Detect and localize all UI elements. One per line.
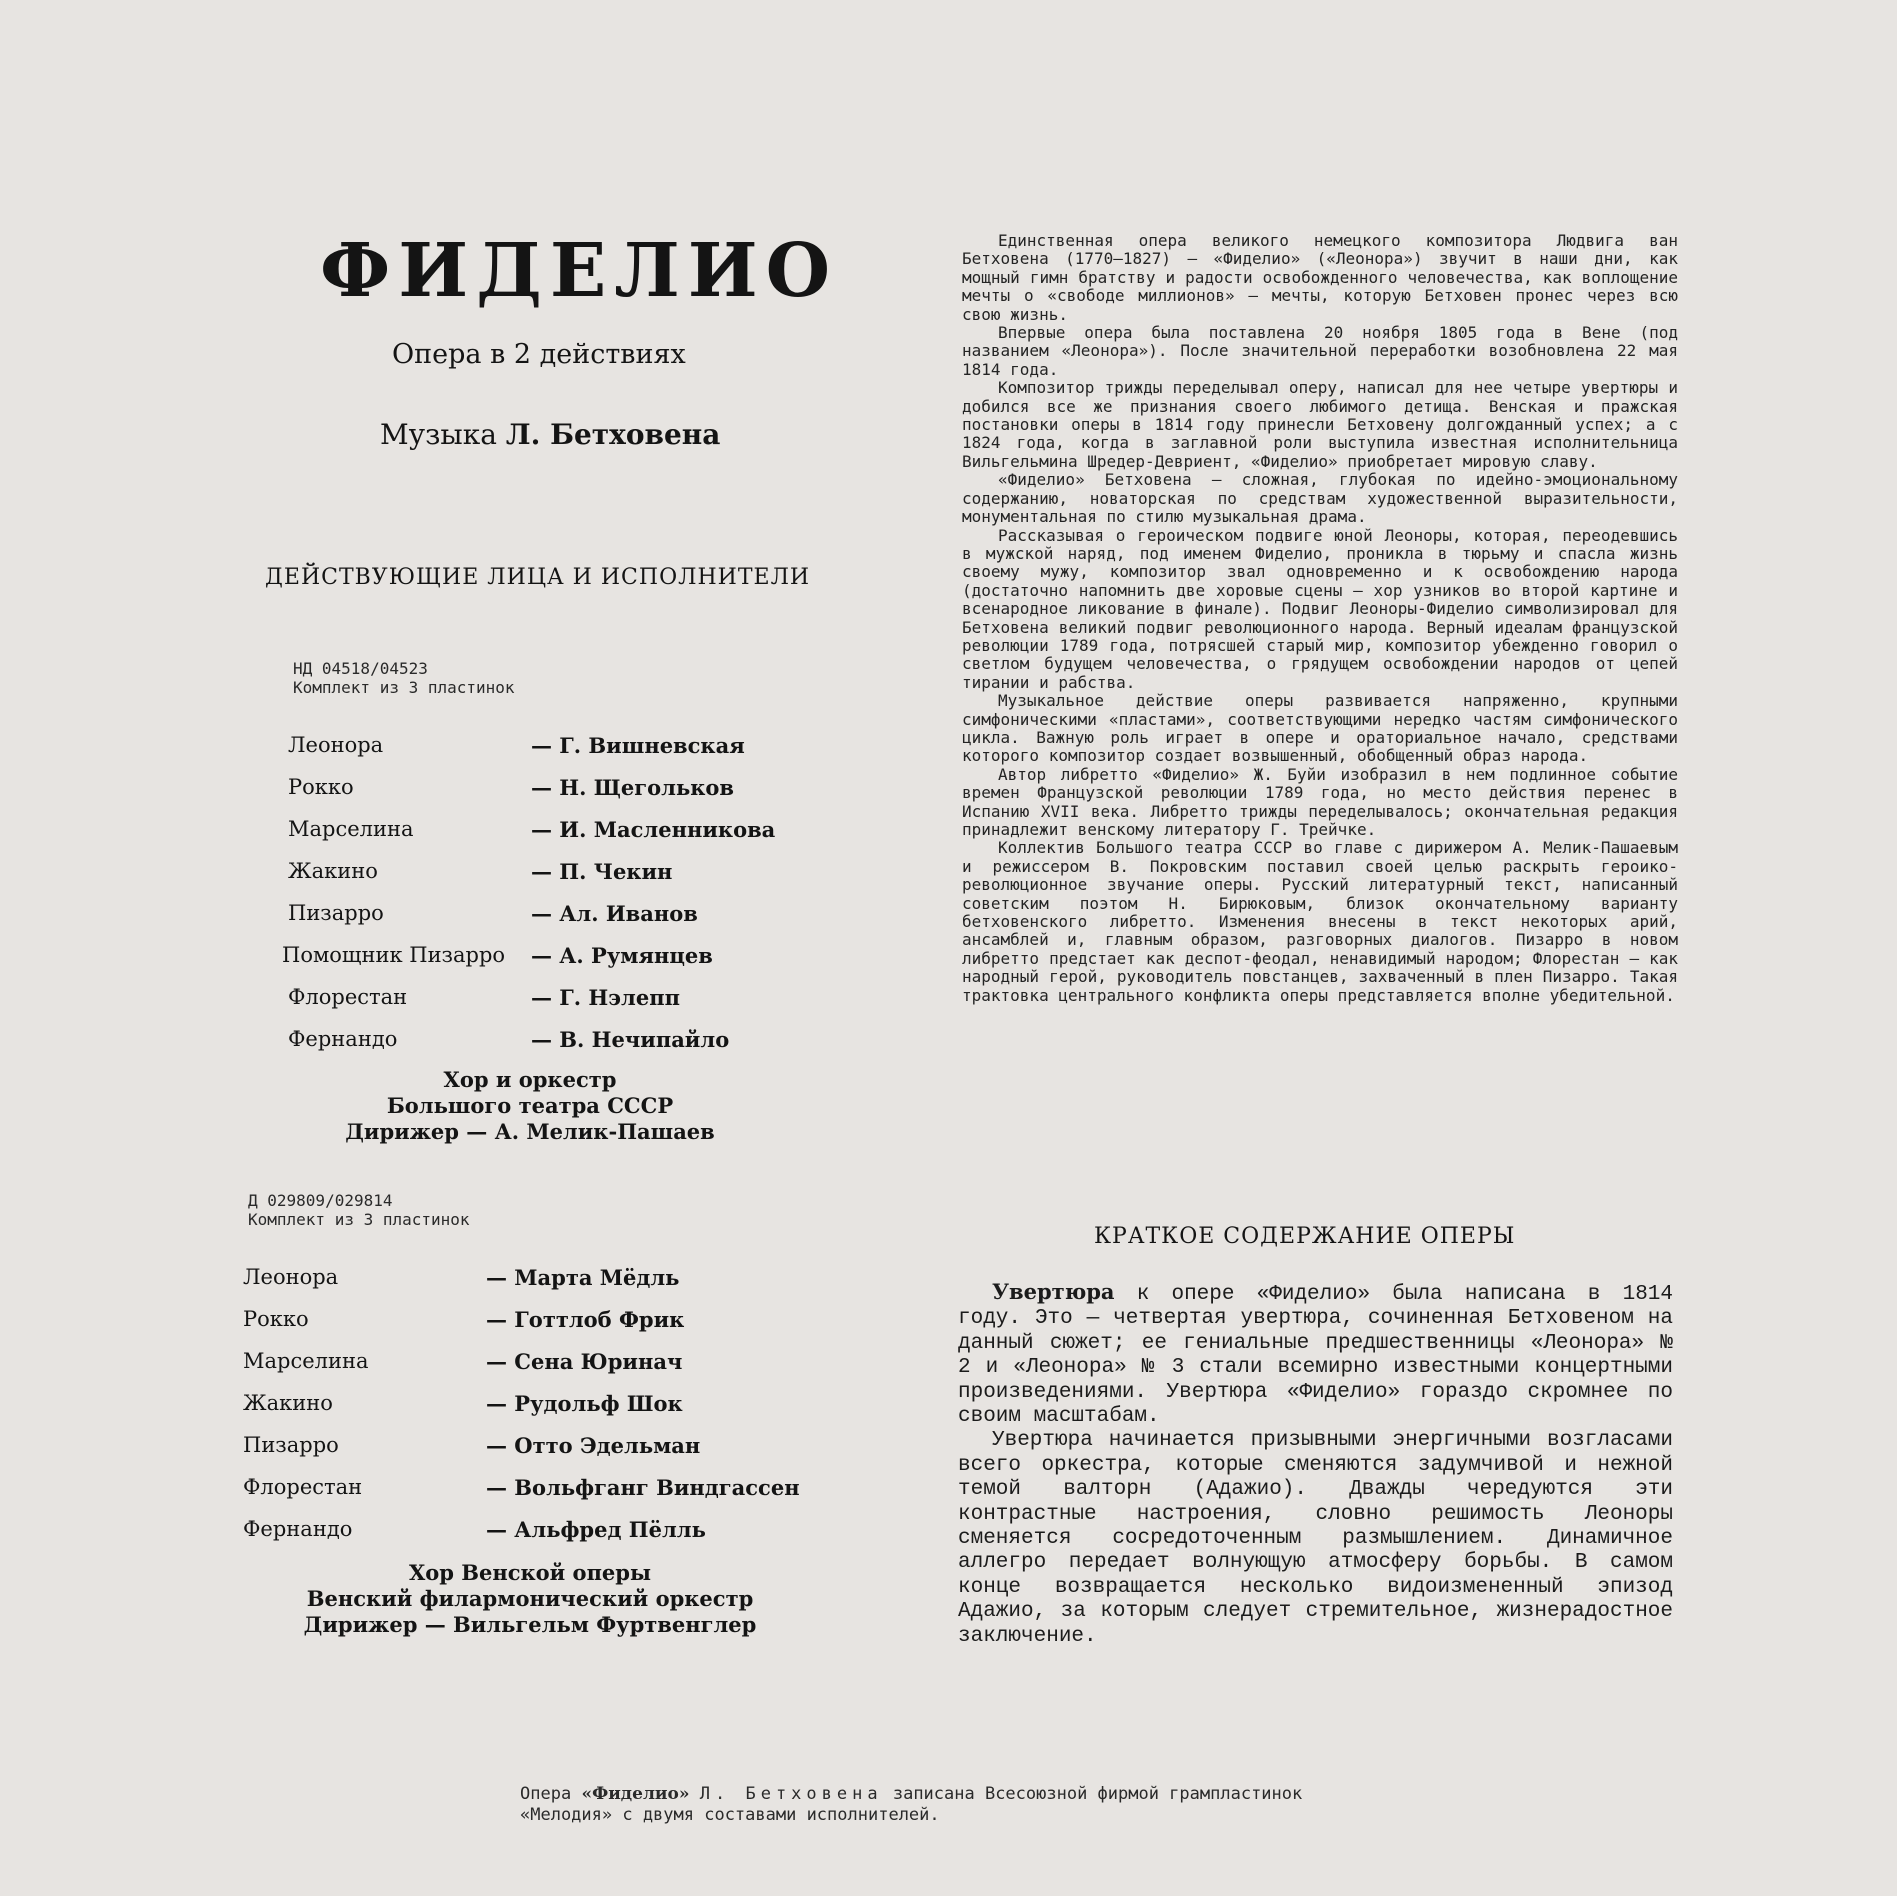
cast-row	[288, 1027, 775, 1069]
set2-ensemble-line2: Венский филармонический оркестр	[306, 1586, 754, 1611]
set2-cast-list	[243, 1265, 800, 1559]
set1-credits	[330, 1067, 730, 1145]
footer-composer: Л. Бетховена	[699, 1784, 883, 1804]
performer-name: — Готтлоб Фрик	[486, 1307, 685, 1332]
cast-row	[243, 1391, 800, 1433]
liner-notes	[962, 232, 1678, 1005]
cast-row	[288, 859, 775, 901]
role-name: Пизарро	[288, 901, 384, 925]
set1-set-note: Комплект из 3 пластинок	[293, 678, 515, 697]
set1-cast-list	[282, 733, 776, 1069]
performer-name: — Сена Юринач	[486, 1349, 683, 1374]
recording-note	[520, 1784, 1380, 1826]
cast-heading: ДЕЙСТВУЮЩИЕ ЛИЦА И ИСПОЛНИТЕЛИ	[265, 565, 811, 590]
footer-part1: Опера	[520, 1784, 572, 1804]
set2-ensemble-line1: Хор Венской оперы	[408, 1560, 652, 1585]
set1-catalog-number: НД 04518/04523	[293, 659, 428, 678]
role-name: Флорестан	[243, 1475, 363, 1499]
set1-conductor: Дирижер — А. Мелик-Пашаев	[345, 1119, 715, 1144]
performer-name: — Отто Эдельман	[486, 1433, 701, 1458]
notes-paragraph: Рассказывая о героическом подвиге юной Леоноры, которая, переодевшись в мужской наряд, под именем Фиделио, проникла в тюрьму и спасла жизнь своему мужу, композитор звал одновременно и к освобождению народа (достаточно напомнить две хоровые сцены — хор узников во второй картине и всенародное ликование в финале). Подвиг Леоноры-Фиделио символизировал для Бетховена великий подвиг революционного народа. Верный идеалам французской революции 1789 года, потрясшей старый мир, композитор убежденно говорил о светлом будущем человечества, о грядущем освобождении народов от цепей тирании и рабства.	[962, 525, 1678, 692]
role-name: Флорестан	[288, 985, 408, 1009]
role-name: Леонора	[243, 1265, 339, 1289]
set2-catalog-block	[248, 1191, 470, 1229]
performer-name: — Ал. Иванов	[531, 901, 698, 926]
role-name: Марселина	[243, 1349, 369, 1373]
performer-name: — В. Нечипайло	[531, 1027, 730, 1052]
set1-ensemble-line1: Хор и оркестр	[443, 1067, 617, 1092]
role-name: Леонора	[288, 733, 384, 757]
cast-row	[243, 1517, 800, 1559]
cast-row	[288, 901, 775, 943]
role-name: Жакино	[288, 859, 378, 883]
composer-line	[380, 418, 720, 451]
role-name: Рокко	[288, 775, 354, 799]
cast-row	[288, 733, 775, 775]
notes-paragraph: Музыкальное действие оперы развивается напряженно, крупными симфоническими «пластами», соответствующими нередко частям симфонического цикла. Важную роль играет в опере и ораториальное начало, средствами которого композитор создает возвышенный, обобщенный образ народа.	[962, 691, 1678, 766]
composer-prefix: Музыка	[380, 418, 497, 451]
set1-ensemble-line2: Большого театра СССР	[386, 1093, 674, 1118]
performer-name: — Рудольф Шок	[486, 1391, 683, 1416]
role-name: Помощник Пизарро	[282, 943, 506, 967]
set1-catalog-block	[293, 659, 515, 697]
footer-part4: записана Всесоюзной фирмой грампластинок «Мелодия» с двумя составами исполнителей.	[520, 1784, 1303, 1825]
performer-name: — Альфред Пёлль	[486, 1517, 706, 1542]
role-name: Фернандо	[243, 1517, 353, 1541]
role-name: Жакино	[243, 1391, 333, 1415]
set2-set-note: Комплект из 3 пластинок	[248, 1210, 470, 1229]
opera-title: ФИДЕЛИО	[320, 228, 839, 314]
cast-row	[243, 1307, 800, 1349]
cast-row	[243, 1475, 800, 1517]
notes-paragraph: «Фиделио» Бетховена — сложная, глубокая по идейно-эмоциональному содержанию, новаторская по средствам художественной выразительности, монументальная по стилю музыкальная драма.	[962, 470, 1678, 527]
cast-row	[243, 1265, 800, 1307]
role-name: Марселина	[288, 817, 414, 841]
overture-text	[958, 1280, 1673, 1649]
notes-paragraph: Единственная опера великого немецкого композитора Людвига ван Бетховена (1770—1827) — «Фиделио» («Леонора») звучит в наши дни, как мощный гимн братству и радости освобожденного человечества, как воплощение мечты о «свободе миллионов» — мечты, которую Бетховен пронес через всю свою жизнь.	[962, 231, 1678, 324]
role-name: Пизарро	[243, 1433, 339, 1457]
performer-name: — И. Масленникова	[531, 817, 776, 842]
footer-opera-name: «Фиделио»	[581, 1784, 690, 1804]
set2-catalog-number: Д 029809/029814	[248, 1191, 393, 1210]
notes-paragraph: Автор либретто «Фиделио» Ж. Буйи изобразил в нем подлинное событие времен Французской революции 1789 года, но место действия перенес в Испанию XVII века. Либретто трижды переделывалось; окончательная редакция принадлежит венскому литератору Г. Трейчке.	[962, 764, 1678, 839]
overture-paragraph: Увертюра начинается призывными энергичными возгласами всего оркестра, которые сменяются задумчивой и нежной темой валторн (Адажио). Дважды чередуются эти контрастные настроения, словно решимость Леоноры сменяется сосредоточенным размышлением. Динамичное аллегро передает волнующую атмосферу борьбы. В самом конце возвращается несколько видоизмененный эпизод Адажио, за которым следует стремительное, жизнерадостное заключение.	[958, 1429, 1673, 1648]
cast-row	[288, 775, 775, 817]
opera-subtitle: Опера в 2 действиях	[392, 339, 686, 370]
cast-row	[243, 1349, 800, 1391]
performer-name: — П. Чекин	[531, 859, 673, 884]
performer-name: — Марта Мёдль	[486, 1265, 680, 1290]
performer-name: — Н. Щегольков	[531, 775, 734, 800]
cast-row	[288, 985, 775, 1027]
cast-row	[288, 817, 775, 859]
set2-conductor: Дирижер — Вильгельм Фуртвенглер	[303, 1612, 757, 1637]
performer-name: — Вольфганг Виндгассен	[486, 1475, 800, 1500]
role-name: Фернандо	[288, 1027, 398, 1051]
notes-paragraph: Впервые опера была поставлена 20 ноября 1805 года в Вене (под названием «Леонора»). После значительной переработки возобновлена 22 мая 1814 года.	[962, 323, 1678, 379]
role-name: Рокко	[243, 1307, 309, 1331]
overture-paragraph	[958, 1280, 1673, 1429]
cast-row	[282, 943, 775, 985]
overture-lead-word: Увертюра	[992, 1279, 1115, 1304]
performer-name: — А. Румянцев	[531, 943, 713, 968]
performer-name: — Г. Нэлепп	[531, 985, 680, 1010]
composer-name: Л. Бетховена	[505, 418, 721, 451]
summary-heading: КРАТКОЕ СОДЕРЖАНИЕ ОПЕРЫ	[1094, 1224, 1516, 1249]
notes-paragraph: Коллектив Большого театра СССР во главе с дирижером А. Мелик-Пашаевым и режиссером В. Покровским поставил своей целью раскрыть героико-революционное звучание оперы. Русский литературный текст, написанный советским поэтом Н. Бирюковым, близок окончательному варианту бетховенского либретто. Изменения внесены в текст некоторых арий, ансамблей и, главным образом, разговорных диалогов. Пизарро в новом либретто предстает как деспот-феодал, ненавидимый народом; Флорестан — как народный герой, руководитель повстанцев, захваченный в плен Пизарро. Такая трактовка центрального конфликта оперы представляется вполне убедительной.	[962, 838, 1678, 1005]
notes-paragraph: Композитор трижды переделывал оперу, написал для нее четыре увертюры и добился все же признания своего любимого детища. Венская и пражская постановки оперы в 1814 году принесли Бетховену долгожданный успех; а с 1824 года, когда в заглавной роли выступила известная исполнительница Вильгельмина Шредер-Девриент, «Фиделио» приобретает мировую славу.	[962, 378, 1678, 471]
cast-row	[243, 1433, 800, 1475]
set2-credits	[270, 1560, 790, 1638]
overture-p1-text: к опере «Фиделио» была написана в 1814 году. Это — четвертая увертюра, сочиненная Бетховеном на данный сюжет; ее гениальные предшественницы «Леонора» № 2 и «Леонора» № 3 стали всемирно известными концертными произведениями. Увертюра «Фиделио» гораздо скромнее по своим масштабам.	[958, 1283, 1673, 1429]
performer-name: — Г. Вишневская	[531, 733, 745, 758]
